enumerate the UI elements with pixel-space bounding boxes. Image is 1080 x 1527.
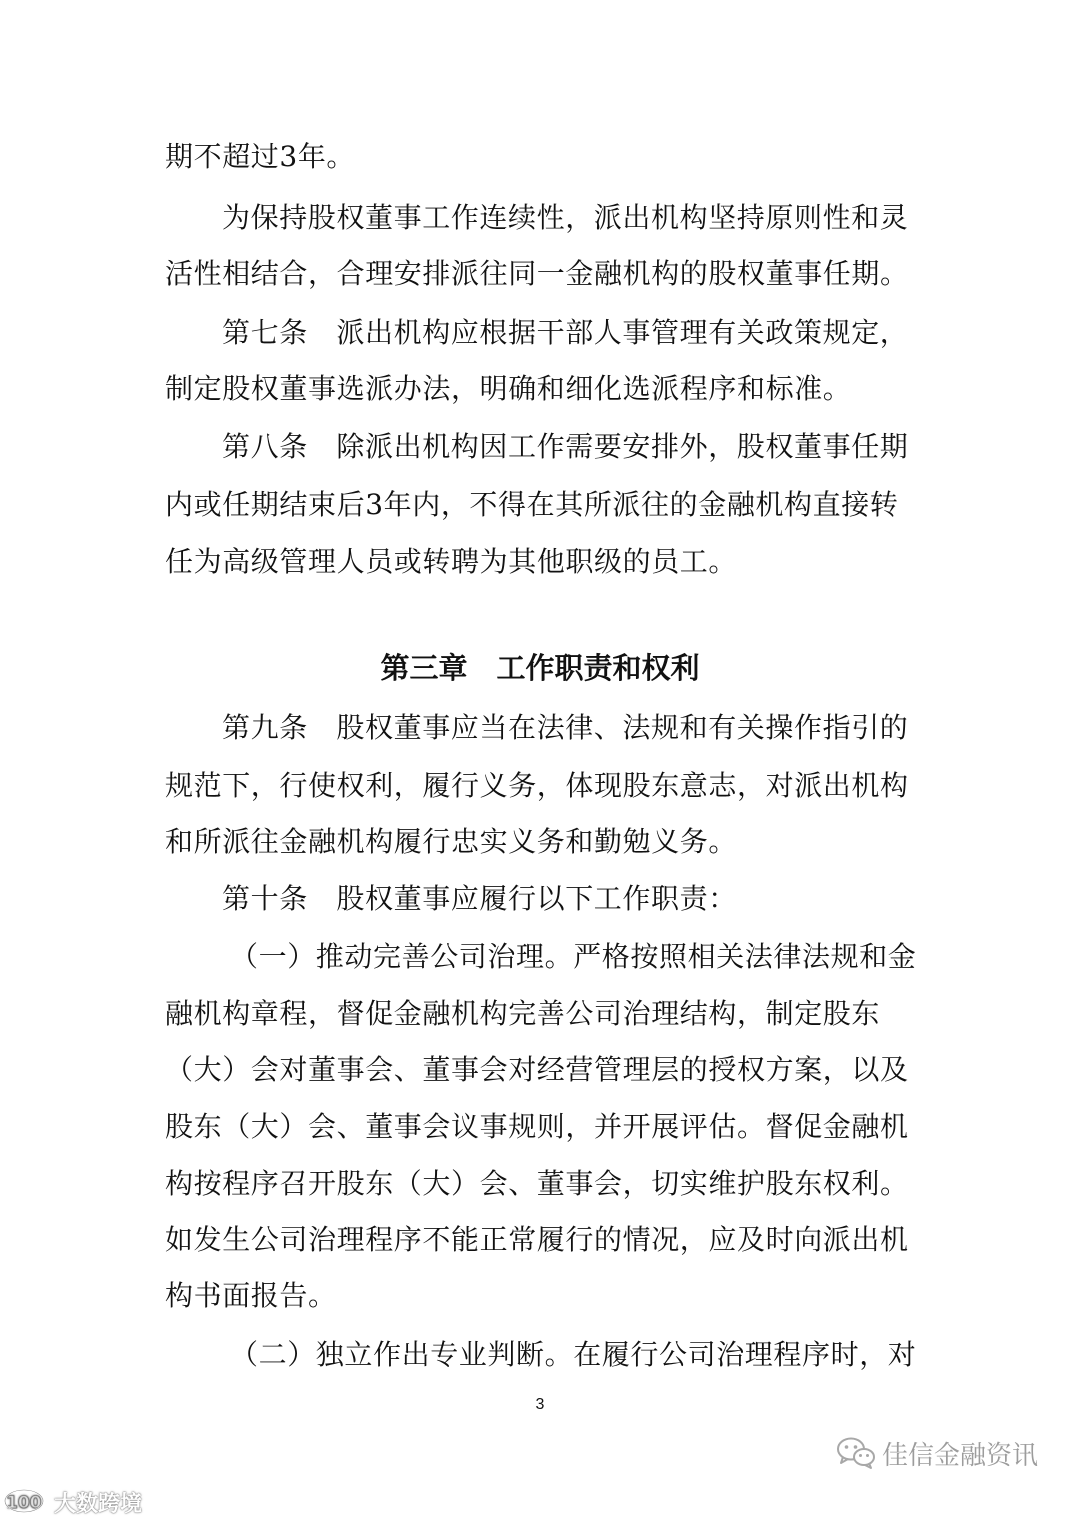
account-name: 佳信金融资讯	[882, 1440, 1039, 1471]
body-line-17: 构按程序召开股东（大）会、董事会，切实维护股东权利。	[165, 1167, 909, 1200]
body-line-7: 内或任期结束后3年内，不得在其所派往的金融机构直接转	[165, 488, 899, 521]
body-line-4: 第七条 派出机构应根据干部人事管理有关政策规定，	[222, 316, 909, 349]
body-line-9: 第九条 股权董事应当在法律、法规和有关操作指引的	[222, 711, 909, 744]
body-line-14: 融机构章程，督促金融机构完善公司治理结构，制定股东	[165, 997, 881, 1030]
body-line-20: （二）独立作出专业判断。在履行公司治理程序时，对	[230, 1338, 917, 1371]
body-line-6: 第八条 除派出机构因工作需要安排外，股权董事任期	[222, 430, 909, 463]
body-line-15: （大）会对董事会、董事会对经营管理层的授权方案，以及	[165, 1053, 909, 1086]
body-line-3: 活性相结合，合理安排派往同一金融机构的股权董事任期。	[165, 257, 909, 290]
source-name: 大数跨境	[54, 1491, 143, 1517]
body-line-16: 股东（大）会、董事会议事规则，并开展评估。督促金融机	[165, 1110, 909, 1143]
body-line-19: 构书面报告。	[165, 1279, 337, 1312]
chapter-heading: 第三章 工作职责和权利	[380, 651, 700, 685]
body-line-12: 第十条 股权董事应履行以下工作职责：	[222, 882, 737, 915]
body-line-1: 期不超过3年。	[165, 140, 356, 173]
body-line-13: （一）推动完善公司治理。严格按照相关法律法规和金	[230, 940, 917, 973]
body-line-10: 规范下，行使权利，履行义务，体现股东意志，对派出机构	[165, 769, 909, 802]
body-line-18: 如发生公司治理程序不能正常履行的情况，应及时向派出机	[165, 1223, 909, 1256]
body-line-8: 任为高级管理人员或转聘为其他职级的员工。	[165, 545, 738, 578]
account-watermark	[836, 1432, 1038, 1474]
page-number: 3	[535, 1396, 545, 1413]
body-line-11: 和所派往金融机构履行忠实义务和勤勉义务。	[165, 825, 738, 858]
brand-logo-icon	[4, 1488, 50, 1516]
source-watermark	[4, 1485, 142, 1519]
svg-text:100: 100	[6, 1493, 42, 1513]
wechat-icon	[836, 1436, 876, 1470]
body-line-5: 制定股权董事选派办法，明确和细化选派程序和标准。	[165, 372, 852, 405]
body-line-2: 为保持股权董事工作连续性，派出机构坚持原则性和灵	[222, 201, 909, 234]
